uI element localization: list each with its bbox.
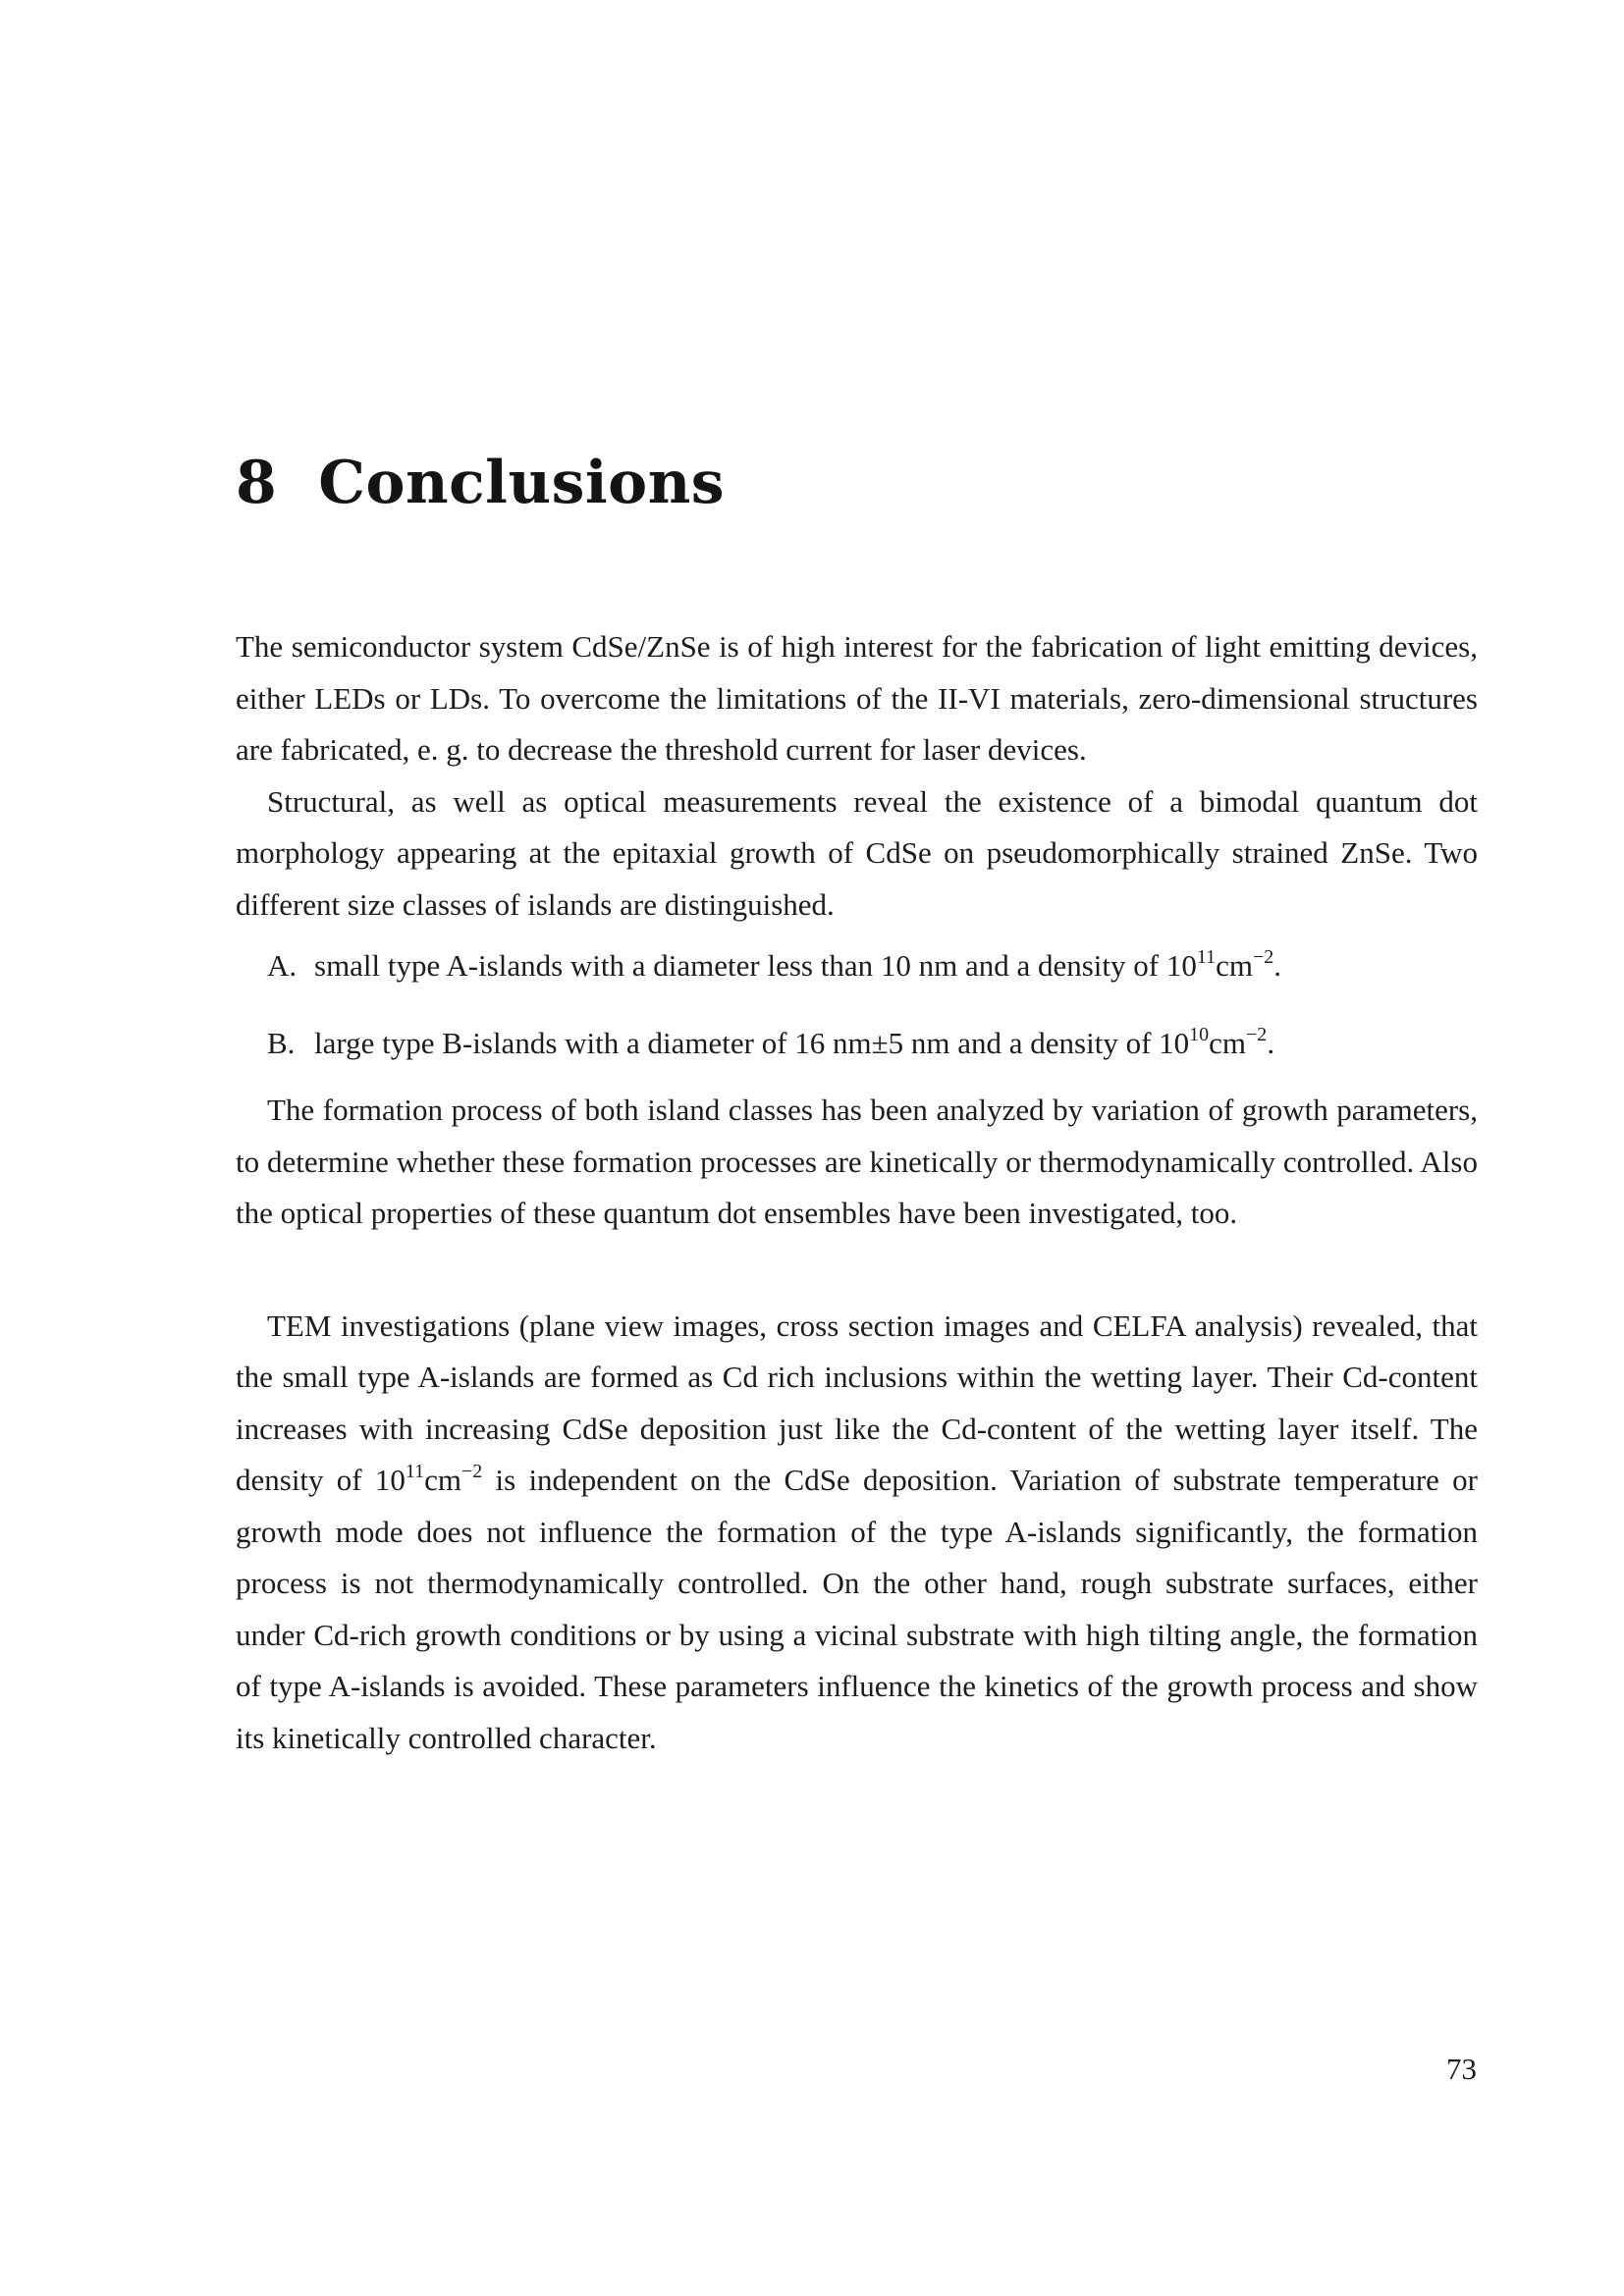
- intro-paragraph-2: Structural, as well as optical measurements reveal the existence of a bimodal quantum dot morphology appearing at the epitaxial growth of CdSe on pseudomorphically strained ZnSe. Two different size classes of islands are distinguished.: [236, 783, 1478, 922]
- list-item-end: .: [1273, 948, 1282, 983]
- tem-paragraph: [236, 1301, 1478, 1765]
- page-number: 73: [1446, 2052, 1477, 2086]
- list-item-text: small type A-islands with a diameter less than 10 nm and a density of 10: [314, 948, 1197, 983]
- chapter-body: [236, 621, 1478, 1764]
- density-exponent: 10: [1189, 1023, 1210, 1045]
- density-exponent: 11: [1196, 946, 1217, 968]
- density-unit: cm: [424, 1463, 461, 1497]
- list-item-end: .: [1267, 1025, 1275, 1060]
- chapter-title: Conclusions: [318, 449, 726, 517]
- unit-exponent: −2: [1246, 1023, 1268, 1045]
- list-item: [236, 1018, 1478, 1070]
- island-type-list: [236, 940, 1478, 1069]
- section-gap: [236, 1240, 1478, 1301]
- unit-exponent: −2: [461, 1461, 483, 1482]
- density-unit: cm: [1216, 948, 1253, 983]
- intro-paragraph-1: The semiconductor system CdSe/ZnSe is of high interest for the fabrication of light emitting devices, either LEDs or LDs. To overcome the limitations of the II-VI materials, zero-dimensional structures are fabricated, e. g. to decrease the threshold current for laser devices.: [236, 629, 1478, 767]
- list-item-text: large type B-islands with a diameter of 16 nm±5 nm and a density of 10: [314, 1025, 1190, 1060]
- formation-paragraph: The formation process of both island classes has been analyzed by variation of growth parameters, to determine whether these formation processes are kinetically or thermodynamically controlled. Also the optical properties of these quantum dot ensembles have been investigated, too.: [236, 1093, 1478, 1230]
- list-item-label: A.: [267, 948, 298, 983]
- chapter-heading: [236, 449, 1473, 517]
- density-unit: cm: [1209, 1025, 1247, 1060]
- unit-exponent: −2: [1252, 946, 1274, 968]
- list-item: [236, 940, 1478, 992]
- tem-text-before: TEM investigations (plane view images, cross section images and CELFA analysis) revealed, that the small type A-islands are formed as Cd rich inclusions within the wetting layer. Their Cd-content increases with increasing CdSe deposition just like the Cd-content of the wetting layer itself. The density of 10: [236, 1308, 1478, 1497]
- density-exponent: 11: [405, 1461, 425, 1482]
- chapter-number: 8: [236, 449, 278, 517]
- list-item-label: B.: [267, 1025, 296, 1060]
- tem-text-after: is independent on the CdSe deposition. Variation of substrate temperature or growth mode does not influence the formation of the type A-islands significantly, the formation process is not thermodynamically controlled. On the other hand, rough substrate surfaces, either under Cd-rich growth conditions or by using a vicinal substrate with high tilting angle, the formation of type A-islands is avoided. These parameters influence the kinetics of the growth process and show its kinetically controlled character.: [236, 1463, 1479, 1755]
